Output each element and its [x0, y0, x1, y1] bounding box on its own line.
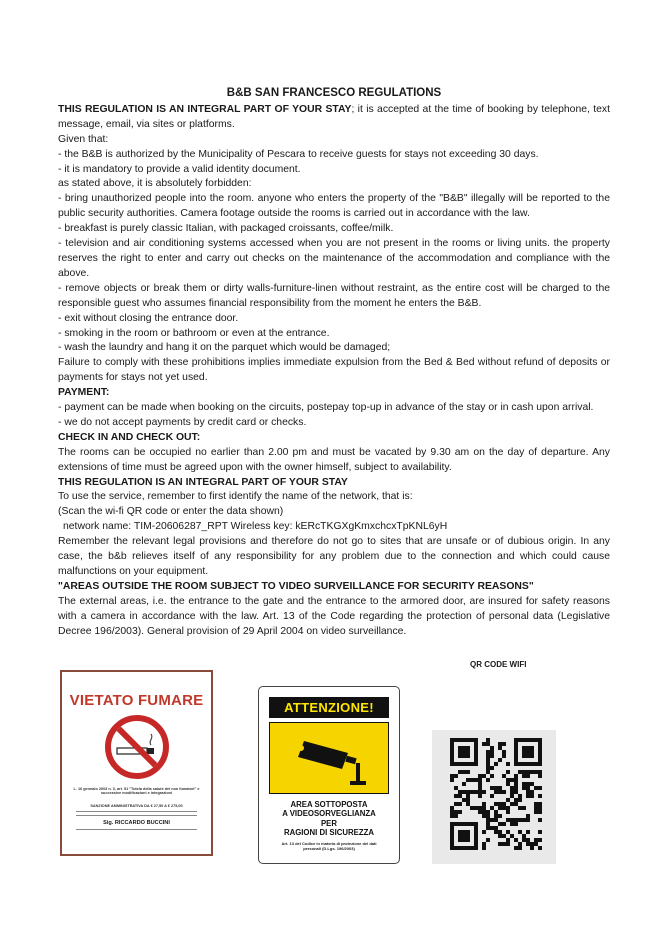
- failure-paragraph: Failure to comply with these prohibitions implies immediate expulsion from the Bed & Bed without refund of deposits or payments for stays not yet used.: [58, 357, 610, 384]
- no-smoking-signatory: Sig. RICCARDO BUCCINI: [103, 820, 170, 827]
- no-smoking-fines: SANZIONE AMMINISTRATIVA DA € 27,50 A € 275,00: [90, 803, 183, 808]
- given-that: Given that:: [58, 133, 109, 145]
- forbidden-item: - remove objects or break them or dirty walls-furniture-linen without restraint, as the entire cost will be charged to the responsible guest who assumes financial responsibility from the moment he enters the B&B.: [58, 282, 610, 309]
- camera-panel: [269, 722, 389, 794]
- payment-heading: PAYMENT:: [58, 387, 110, 399]
- no-smoking-law: L. 16 gennaio 2003 n. 3, art. 51 "Tutela della salute dei non fumatori" e successive modificazioni e integrazioni: [73, 787, 200, 796]
- video-heading: "AREAS OUTSIDE THE ROOM SUBJECT TO VIDEO SURVEILLANCE FOR SECURITY REASONS": [58, 580, 534, 592]
- divider: [76, 815, 197, 816]
- forbidden-item: - exit without closing the entrance door.: [58, 312, 239, 324]
- attention-header: ATTENZIONE!: [269, 697, 389, 718]
- forbidden-intro: as stated above, it is absolutely forbidden:: [58, 178, 252, 190]
- integral-heading: THIS REGULATION IS AN INTEGRAL PART OF YOUR STAY: [58, 476, 348, 488]
- no-smoking-sign: [60, 670, 213, 856]
- intro-bold: THIS REGULATION IS AN INTEGRAL PART OF YOUR STAY: [58, 103, 352, 115]
- security-camera-icon: [270, 723, 390, 791]
- surveillance-line: AREA SOTTOPOSTA: [290, 800, 368, 809]
- legal-paragraph: Remember the relevant legal provisions and therefore do not go to sites that are unsafe or of dubious origin. In any case, the b&b relieves itself of any responsibility for any problem due to the connection and which could cause malfunctions on your equipment.: [58, 536, 610, 577]
- payment-item: - we do not accept payments by credit card or checks.: [58, 416, 307, 428]
- surveillance-line: A VIDEOSORVEGLIANZA: [282, 809, 376, 819]
- rule-item: - it is mandatory to provide a valid identity document.: [58, 163, 301, 175]
- payment-item: - payment can be made when booking on the circuits, postepay top-up in advance of the stay or in cash upon arrival.: [58, 402, 594, 414]
- video-surveillance-sign: [258, 686, 400, 864]
- surveillance-text: [259, 800, 399, 838]
- wifi-credentials: network name: TIM-20606287_RPT Wireless key: kERcTKGXgKmxchcxTpKNL6yH: [63, 521, 448, 533]
- wifi-line: To use the service, remember to first identify the name of the network, that is:: [58, 491, 413, 503]
- wifi-qr-code: [432, 730, 556, 864]
- forbidden-item: - smoking in the room or bathroom or even at the entrance.: [58, 327, 330, 339]
- no-smoking-icon: [105, 715, 169, 779]
- checkin-heading: CHECK IN AND CHECK OUT:: [58, 431, 201, 443]
- forbidden-item: - wash the laundry and hang it on the parquet which would be damaged;: [58, 342, 391, 354]
- document-title: B&B SAN FRANCESCO REGULATIONS: [226, 87, 442, 99]
- wifi-line: (Scan the wi-fi QR code or enter the data shown): [58, 506, 284, 518]
- divider: [76, 829, 197, 830]
- forbidden-item: - television and air conditioning systems accessed when you are not present in the rooms or living units. the property reserves the right to enter and carry out checks on the maintenance of the accommodation and compliance with the above.: [58, 238, 610, 279]
- forbidden-item: - breakfast is purely classic Italian, with packaged croissants, coffee/milk.: [58, 223, 394, 235]
- checkin-paragraph: The rooms can be occupied no earlier than 2.00 pm and must be vacated by 9.30 am on the day of departure. Any extensions of time must be agreed upon with the owner himself, subject to availability.: [58, 446, 610, 473]
- forbidden-item: - bring unauthorized people into the room. anyone who enters the property of the "B&B" illegally will be reported to the public security authorities. Camera footage outside the rooms is carried out in accordance with the law.: [58, 193, 610, 220]
- qr-caption: QR CODE WIFI: [470, 660, 527, 669]
- intro-paragraph: [58, 103, 610, 133]
- video-paragraph: The external areas, i.e. the entrance to the gate and the entrance to the armored door, are insured for safety reasons with a camera in accordance with the law. Art. 13 of the Code regarding the protection of personal data (Legislative Decree 196/2003). General provision of 29 April 2004 on video surveillance.: [58, 595, 610, 637]
- intro-rest: ; it is accepted at the time of booking by telephone, text message, email, via sites or platforms.: [58, 103, 610, 130]
- divider: [76, 811, 197, 812]
- no-smoking-title: VIETATO FUMARE: [69, 692, 204, 709]
- rule-item: - the B&B is authorized by the Municipality of Pescara to receive guests for stays not exceeding 30 days.: [58, 148, 539, 160]
- qr-code-icon: [450, 738, 544, 854]
- surveillance-law: Art. 13 del Codice in materia di protezione dei dati personali (D.Lgs. 196/2003): [281, 840, 377, 851]
- regulations-document: [58, 86, 610, 640]
- surveillance-line: PER: [320, 818, 338, 828]
- surveillance-line: RAGIONI DI SICUREZZA: [283, 828, 375, 838]
